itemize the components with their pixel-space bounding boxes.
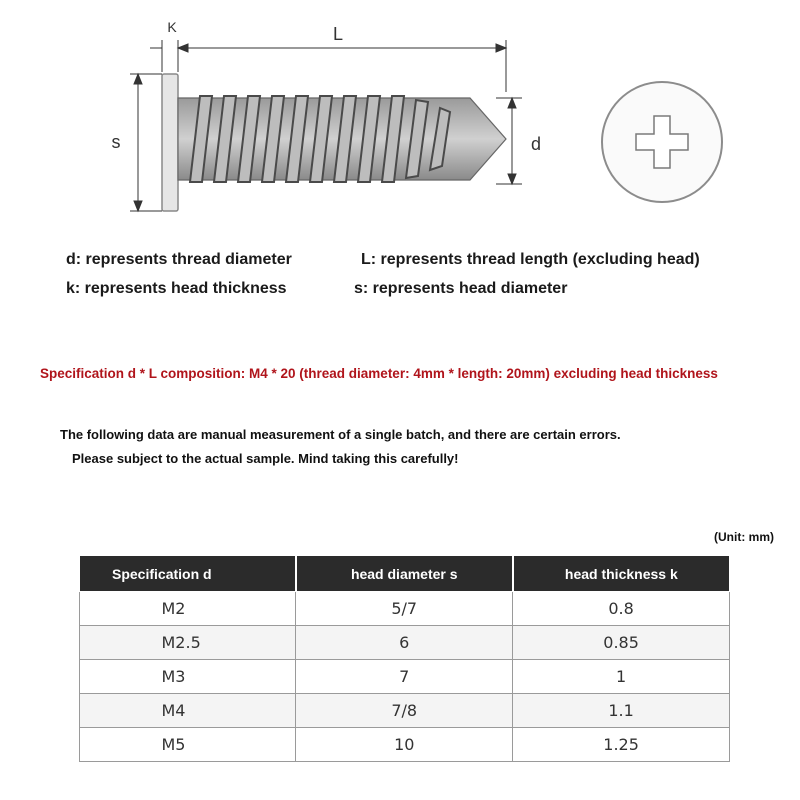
dimension-s — [130, 74, 162, 211]
dimension-d-label: d — [530, 134, 542, 154]
table-row — [79, 660, 730, 694]
screw-diagram — [0, 0, 800, 230]
cell-head-diameter: 6 — [296, 626, 513, 660]
cell-head-thickness: 0.85 — [513, 626, 730, 660]
cell-specification: M2 — [79, 592, 296, 626]
spec-table — [78, 555, 730, 762]
phillips-head-icon — [602, 82, 722, 202]
cell-specification: M2.5 — [79, 626, 296, 660]
unit-label: (Unit: mm) — [714, 530, 774, 544]
dimension-l — [178, 40, 506, 92]
dimension-l-label: L — [332, 24, 344, 44]
disclaimer-line-2: Please subject to the actual sample. Mind taking this carefully! — [72, 451, 459, 466]
legend-thread-length: L: represents thread length (excluding head) — [361, 251, 700, 268]
cell-head-thickness: 0.8 — [513, 592, 730, 626]
table-row — [79, 626, 730, 660]
legend-thread-diameter: d: represents thread diameter — [66, 251, 292, 268]
cell-head-thickness: 1.1 — [513, 694, 730, 728]
table-row — [79, 592, 730, 626]
screw-head-side — [162, 74, 178, 211]
cell-head-thickness: 1.25 — [513, 728, 730, 762]
legend-head-thickness: k: represents head thickness — [66, 280, 287, 297]
table-header-row — [79, 556, 730, 592]
cell-specification: M3 — [79, 660, 296, 694]
cell-head-diameter: 5/7 — [296, 592, 513, 626]
table-row — [79, 728, 730, 762]
dimension-k-label: K — [167, 19, 177, 35]
table-row — [79, 694, 730, 728]
disclaimer-line-1: The following data are manual measurement of a single batch, and there are certain errors. — [60, 427, 621, 442]
specification-note: Specification d * L composition: M4 * 20 (thread diameter: 4mm * length: 20mm) excluding head thickness — [40, 366, 718, 381]
column-header-specification: Specification d — [79, 556, 296, 592]
cell-head-thickness: 1 — [513, 660, 730, 694]
dimension-k — [150, 40, 190, 72]
cell-head-diameter: 7/8 — [296, 694, 513, 728]
column-header-head-thickness: head thickness k — [513, 556, 730, 592]
cell-specification: M5 — [79, 728, 296, 762]
cell-head-diameter: 10 — [296, 728, 513, 762]
cell-head-diameter: 7 — [296, 660, 513, 694]
dimension-s-label: s — [111, 132, 121, 152]
column-header-head-diameter: head diameter s — [296, 556, 513, 592]
legend-head-diameter: s: represents head diameter — [354, 280, 568, 297]
cell-specification: M4 — [79, 694, 296, 728]
